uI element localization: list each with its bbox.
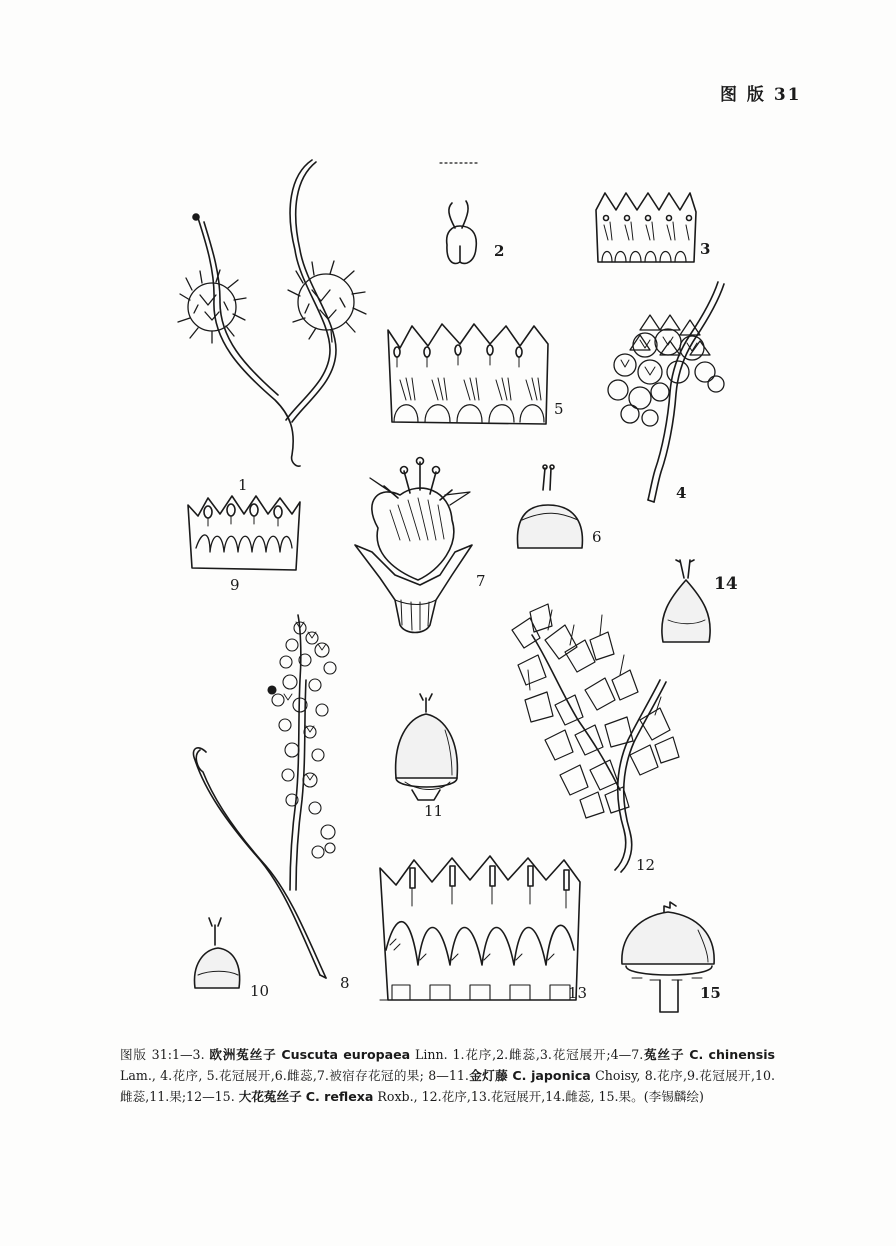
figure-7-label: 7 bbox=[476, 572, 486, 590]
figure-4-drawing bbox=[608, 282, 724, 502]
figure-7-drawing bbox=[355, 458, 472, 633]
figure-9-drawing bbox=[188, 496, 300, 570]
caption-species-latin-4: C. reflexa bbox=[305, 1089, 374, 1104]
figure-8-drawing bbox=[193, 615, 336, 978]
figure-8-label: 8 bbox=[340, 974, 350, 992]
figure-1-drawing bbox=[178, 160, 366, 466]
caption-desc-2: Lam., 4.花序, 5.花冠展开,6.雌蕊,7.被宿存花冠的果; 8—11. bbox=[120, 1068, 469, 1083]
figure-6-drawing bbox=[517, 465, 582, 548]
figure-10-drawing bbox=[195, 918, 240, 988]
caption-desc-1: Linn. 1.花序,2.雌蕊,3.花冠展开;4—7. bbox=[415, 1047, 644, 1062]
figure-12-drawing bbox=[512, 604, 679, 872]
figure-6-label: 6 bbox=[592, 528, 602, 546]
figure-14-label: 14 bbox=[714, 574, 738, 594]
caption-species-cn-3: 金灯藤 bbox=[468, 1068, 508, 1083]
figure-15-label: 15 bbox=[700, 984, 721, 1002]
plate-title: 图 版 31 bbox=[720, 85, 802, 105]
figure-5-drawing bbox=[388, 324, 548, 424]
caption-species-cn-1: 欧洲菟丝子 bbox=[209, 1047, 277, 1062]
figure-10-label: 10 bbox=[250, 982, 270, 1000]
figure-14-drawing bbox=[662, 560, 710, 642]
figure-12-label: 12 bbox=[636, 856, 656, 874]
figure-11-drawing bbox=[396, 694, 458, 800]
figure-3-drawing bbox=[596, 193, 696, 262]
figure-2-label: 2 bbox=[494, 242, 505, 260]
figure-9-label: 9 bbox=[230, 576, 240, 594]
figure-5-label: 5 bbox=[554, 400, 564, 418]
figure-11-label: 11 bbox=[424, 802, 444, 820]
figure-13-drawing bbox=[380, 856, 580, 1000]
figure-13-label: 13 bbox=[568, 984, 588, 1002]
caption-species-latin-3: C. japonica bbox=[512, 1068, 591, 1083]
figure-2-drawing bbox=[447, 201, 477, 263]
caption-species-cn-2: 菟丝子 bbox=[643, 1047, 685, 1062]
caption-plate-ref: 图版 31:1—3. bbox=[120, 1047, 205, 1062]
caption-desc-4: Roxb., 12.花序,13.花冠展开,14.雌蕊, 15.果。(李锡麟绘) bbox=[377, 1089, 704, 1104]
figure-1-label: 1 bbox=[238, 476, 248, 494]
plate-caption bbox=[120, 1044, 775, 1107]
figure-4-label: 4 bbox=[676, 484, 687, 502]
caption-species-cn-4: 大花菟丝子 bbox=[238, 1089, 302, 1104]
caption-desc-3: Choisy, 8.花序,9.花冠展开,10.雌蕊,11.果;12—15. bbox=[120, 1068, 776, 1104]
caption-species-latin-2: C. chinensis bbox=[689, 1047, 776, 1062]
figure-3-label: 3 bbox=[700, 240, 711, 258]
caption-species-latin-1: Cuscuta europaea bbox=[281, 1047, 411, 1062]
